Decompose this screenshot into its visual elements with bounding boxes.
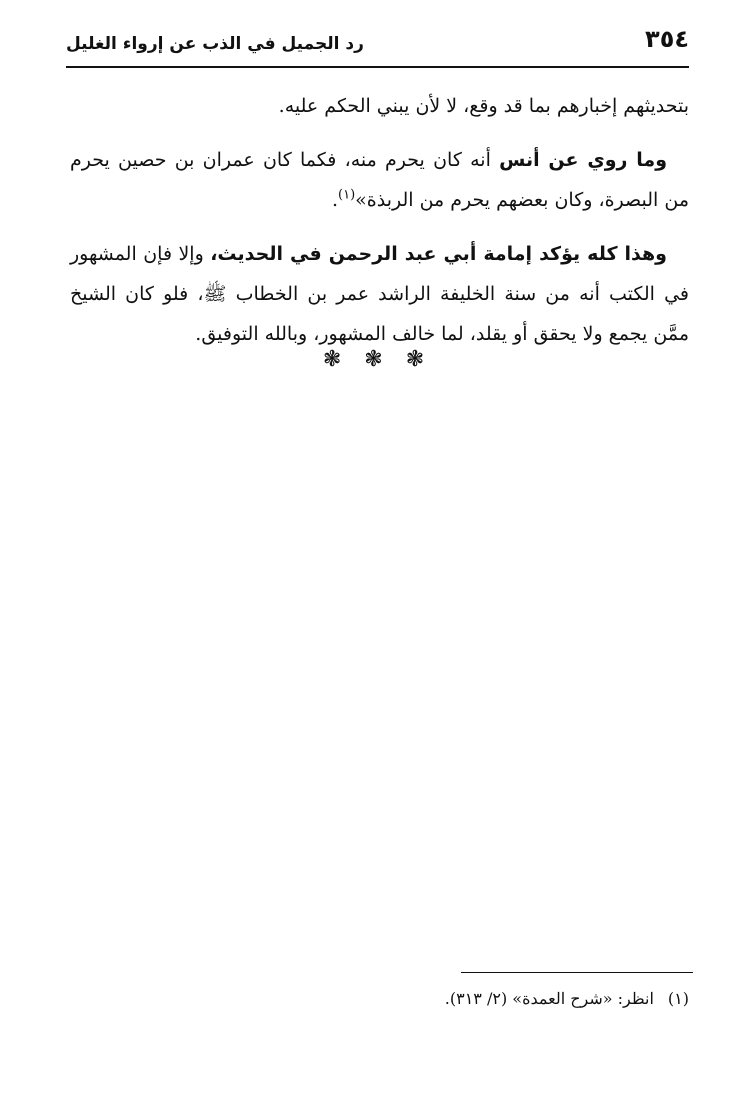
footnote xyxy=(66,986,689,1012)
paragraph-3-text: وإلا فإن المشهور في الكتب أنه من سنة الخليفة الراشد عمر بن الخطاب ﷺ، فلو كان الشيخ ممَّن يجمع ولا يحقق أو يقلد، لما خالف المشهور، وبالله التوفيق. xyxy=(70,243,689,345)
footnote-rule xyxy=(461,972,693,973)
main-text xyxy=(70,86,689,368)
paragraph-3 xyxy=(70,234,689,354)
section-ornament: ❃ ❃ ❃ xyxy=(322,347,433,372)
paragraph-1 xyxy=(70,86,689,126)
header-rule xyxy=(66,66,689,68)
footnote-reference[interactable]: (١) xyxy=(338,187,356,203)
paragraph-3-bold: وهذا كله يؤكد إمامة أبي عبد الرحمن في الحديث، xyxy=(210,243,667,265)
running-title: رد الجميل في الذب عن إرواء الغليل xyxy=(66,34,364,54)
paragraph-1-text: بتحديثهم إخبارهم بما قد وقع، لا لأن يبني الحكم عليه. xyxy=(278,95,689,117)
paragraph-2-text: أنه كان يحرم منه، فكما كان عمران بن حصين يحرم من البصرة، وكان بعضهم يحرم من الربذة» xyxy=(70,149,689,211)
page-header xyxy=(66,20,689,64)
footnote-number: (١) xyxy=(667,989,689,1008)
footnote-text: انظر: «شرح العمدة» (٢/ ٣١٣). xyxy=(444,989,654,1008)
paragraph-2 xyxy=(70,140,689,220)
paragraph-2-bold: وما روي عن أنس xyxy=(499,149,668,171)
page-number: ٣٥٤ xyxy=(645,25,689,53)
paragraph-2-end: . xyxy=(331,189,338,211)
